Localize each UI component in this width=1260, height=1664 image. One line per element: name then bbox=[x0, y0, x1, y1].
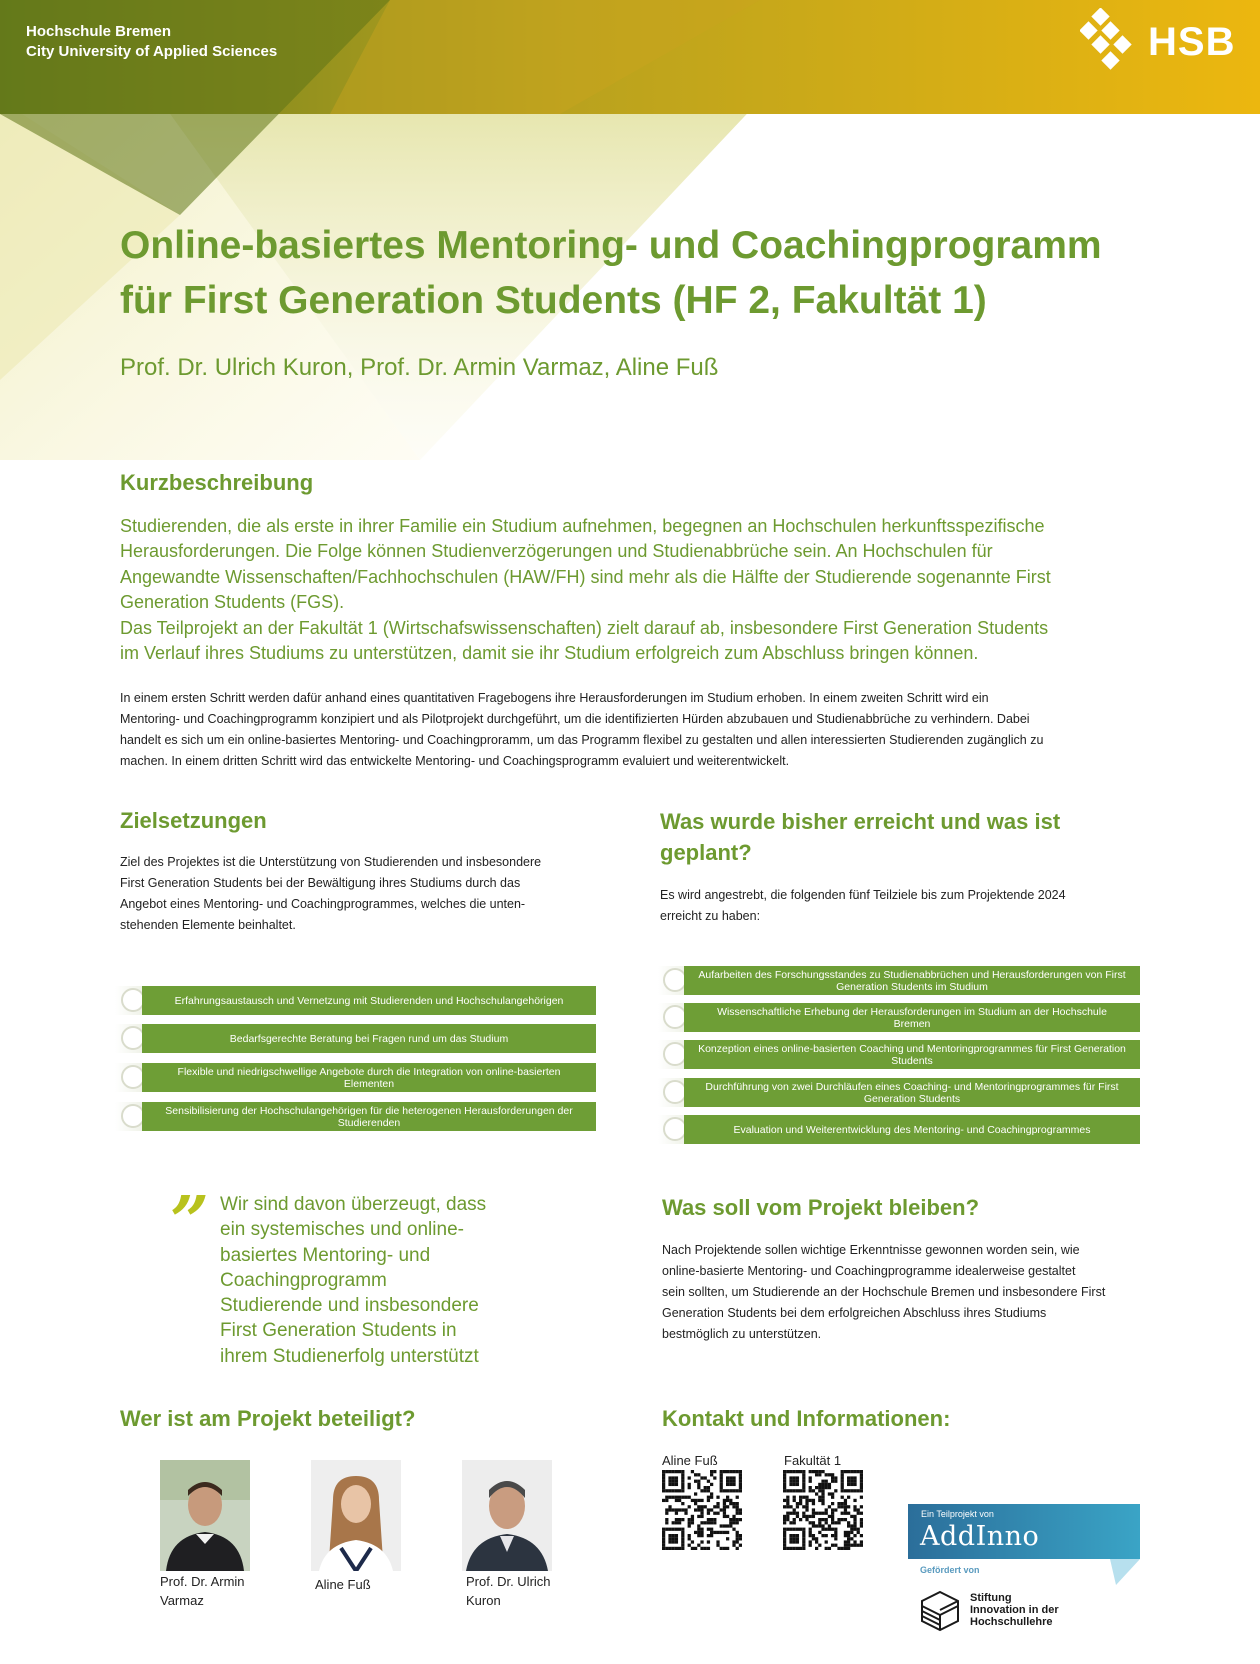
body-line: Generation Students bei dem erfolgreichen Abschluss ihres Studiums bbox=[662, 1306, 1047, 1320]
erreicht-item: Konzeption eines online-basierten Coaching und Mentoringprogrammes für First Generation Students bbox=[684, 1040, 1140, 1069]
person-caption bbox=[466, 1572, 551, 1610]
quote-line: ihrem Studienerfolg unterstützt bbox=[220, 1345, 479, 1367]
section-heading-zielsetzungen: Zielsetzungen bbox=[120, 808, 267, 833]
qr-label: Fakultät 1 bbox=[784, 1453, 842, 1468]
erreicht-body bbox=[660, 885, 1140, 927]
body-line: Angebot eines Mentoring- und Coachingprogrammes, welches die unten- bbox=[120, 897, 526, 911]
lead-line: Angewandte Wissenschaften/Fachhochschulen (HAW/FH) sind mehr als die Hälfte der Studierende sogenannte First bbox=[120, 566, 1051, 587]
heading-line: geplant? bbox=[660, 840, 752, 865]
title-line-1: Online-basiertes Mentoring- und Coachingprogramm bbox=[120, 224, 1102, 267]
body-line: machen. In einem dritten Schritt wird das entwickelte Mentoring- und Coachingsprogramm evaluiert und weiterentwickelt. bbox=[120, 754, 790, 768]
erreicht-item: Wissenschaftliche Erhebung der Herausforderungen im Studium an der Hochschule Bremen bbox=[684, 1003, 1140, 1032]
hsb-logo-icon bbox=[1080, 8, 1140, 78]
erreicht-item: Aufarbeiten des Forschungsstandes zu Studienabbrüchen und Herausforderungen von First Generation Students im Studium bbox=[684, 966, 1140, 995]
ziel-item: Sensibilisierung der Hochschulangehörigen für die heterogenen Herausforderungen der Studierenden bbox=[142, 1102, 596, 1131]
stiftung-line: Innovation in der bbox=[970, 1604, 1059, 1616]
caption-line: Prof. Dr. Ulrich bbox=[466, 1574, 551, 1589]
erreicht-item: Durchführung von zwei Durchläufen eines Coaching- und Mentoringprogrammes für First Generation Students bbox=[684, 1078, 1140, 1107]
body-line: Nach Projektende sollen wichtige Erkenntnisse gewonnen worden sein, wie bbox=[662, 1243, 1080, 1257]
qr-code-fakultaet[interactable] bbox=[783, 1470, 863, 1550]
institution-line-2: City University of Applied Sciences bbox=[26, 43, 278, 60]
lead-line: Herausforderungen. Die Folge können Studienverzögerungen und Studienabbrüche sein. An Hochschulen für bbox=[120, 541, 993, 562]
ziel-item: Erfahrungsaustausch und Vernetzung mit Studierenden und Hochschulangehörigen bbox=[142, 986, 596, 1015]
quote-line: First Generation Students in bbox=[220, 1320, 457, 1342]
quote-mark: ” bbox=[170, 1182, 210, 1262]
kurz-body bbox=[120, 688, 1150, 772]
caption-line: Kuron bbox=[466, 1593, 501, 1608]
quote-line: Wir sind davon überzeugt, dass bbox=[220, 1194, 487, 1215]
portrait-photo-varmaz bbox=[160, 1460, 250, 1571]
person-caption bbox=[315, 1575, 371, 1594]
body-line: Ziel des Projektes ist die Unterstützung von Studierenden und insbesondere bbox=[120, 855, 542, 869]
lead-line: Studierenden, die als erste in ihrer Familie ein Studium aufnehmen, begegnen an Hochschulen herkunftsspezifische bbox=[120, 516, 1045, 536]
body-line: Es wird angestrebt, die folgenden fünf Teilziele bis zum Projektende 2024 bbox=[660, 888, 1066, 902]
body-line: erreicht zu haben: bbox=[660, 909, 761, 923]
ziel-item: Flexible und niedrigschwellige Angebote durch die Integration von online-basierten Elementen bbox=[142, 1063, 596, 1092]
body-line: handelt es sich um ein online-basiertes Mentoring- und Coachingproramm, um das Programm flexibel zu gestalten und allen interessierten Studierenden zugänglich zu bbox=[120, 733, 1044, 747]
body-line: First Generation Students bei der Bewältigung ihres Studiums durch das bbox=[120, 876, 521, 890]
kurz-lead bbox=[120, 514, 1140, 666]
body-line: online-basierte Mentoring- und Coachingprogramme idealerweise gestaltet bbox=[662, 1264, 1076, 1278]
stiftung-cube-icon bbox=[920, 1590, 960, 1632]
caption-line: Varmaz bbox=[160, 1593, 204, 1608]
hsb-logo-text: HSB bbox=[1148, 20, 1236, 64]
body-line: stehenden Elemente beinhaltet. bbox=[120, 918, 296, 932]
quote-line: Studierende und insbesondere bbox=[220, 1295, 479, 1317]
section-heading-kurzbeschreibung: Kurzbeschreibung bbox=[120, 470, 314, 495]
quote-line: Coachingprogramm bbox=[220, 1269, 387, 1291]
institution-line-1: Hochschule Bremen bbox=[26, 23, 172, 40]
addinno-logo: AddInno bbox=[920, 1521, 1040, 1552]
portrait-photo-fuss bbox=[311, 1460, 401, 1571]
section-heading-team: Wer ist am Projekt beteiligt? bbox=[120, 1406, 416, 1431]
institution-name bbox=[26, 22, 277, 62]
heading-line: Was wurde bisher erreicht und was ist bbox=[660, 809, 1061, 834]
body-line: In einem ersten Schritt werden dafür anhand eines quantitativen Fragebogens ihre Herausforderungen im Studium erhoben. In einem zweiten Schritt wird ein bbox=[120, 691, 989, 705]
ziel-body bbox=[120, 852, 600, 936]
quote-line: basiertes Mentoring- und bbox=[220, 1244, 431, 1266]
bleiben-body bbox=[662, 1240, 1142, 1345]
caption-line: Prof. Dr. Armin bbox=[160, 1574, 245, 1589]
section-heading-bleiben: Was soll vom Projekt bleiben? bbox=[662, 1195, 980, 1220]
section-heading-erreicht bbox=[660, 806, 1060, 868]
portrait-photo-kuron bbox=[462, 1460, 552, 1571]
section-heading-kontakt: Kontakt und Informationen: bbox=[662, 1406, 951, 1431]
title-line-2: für First Generation Students (HF 2, Fakultät 1) bbox=[120, 279, 987, 322]
qr-label: Aline Fuß bbox=[662, 1453, 718, 1468]
erreicht-item: Evaluation und Weiterentwicklung des Mentoring- und Coachingprogrammes bbox=[684, 1115, 1140, 1144]
gefoerdert-label: Gefördert von bbox=[920, 1565, 980, 1575]
stiftung-line: Hochschullehre bbox=[970, 1616, 1053, 1628]
stiftung-line: Stiftung bbox=[970, 1592, 1012, 1604]
body-line: sein sollten, um Studierende an der Hochschule Bremen und insbesondere First bbox=[662, 1285, 1106, 1299]
body-line: bestmöglich zu unterstützen. bbox=[662, 1327, 822, 1341]
body-line: Mentoring- und Coachingprogramm konzipiert und als Pilotprojekt durchgeführt, um die identifizierten Hürden abzubauen und Studienabbrüche zu verhindern. Dabei bbox=[120, 712, 1030, 726]
person-caption bbox=[160, 1572, 245, 1610]
qr-code-fuss[interactable] bbox=[662, 1470, 742, 1550]
stiftung-text bbox=[970, 1592, 1059, 1628]
authors: Prof. Dr. Ulrich Kuron, Prof. Dr. Armin Varmaz, Aline Fuß bbox=[120, 354, 719, 381]
ziel-item: Bedarfsgerechte Beratung bei Fragen rund um das Studium bbox=[142, 1024, 596, 1053]
teilprojekt-label: Ein Teilprojekt von bbox=[921, 1509, 994, 1519]
caption-line: Aline Fuß bbox=[315, 1577, 371, 1592]
quote-line: ein systemisches und online- bbox=[220, 1219, 464, 1241]
quote bbox=[220, 1192, 550, 1369]
lead-line: Generation Students (FGS). bbox=[120, 592, 345, 613]
page-title bbox=[120, 218, 1102, 328]
lead-line: Das Teilprojekt an der Fakultät 1 (Wirtschafswissenschaften) zielt darauf ab, insbesondere First Generation Students bbox=[120, 617, 1049, 638]
addinno-banner-tail bbox=[1110, 1559, 1140, 1585]
lead-line: im Verlauf ihres Studiums zu unterstützen, damit sie ihr Studium erfolgreich zum Abschluss bringen können. bbox=[120, 643, 979, 664]
